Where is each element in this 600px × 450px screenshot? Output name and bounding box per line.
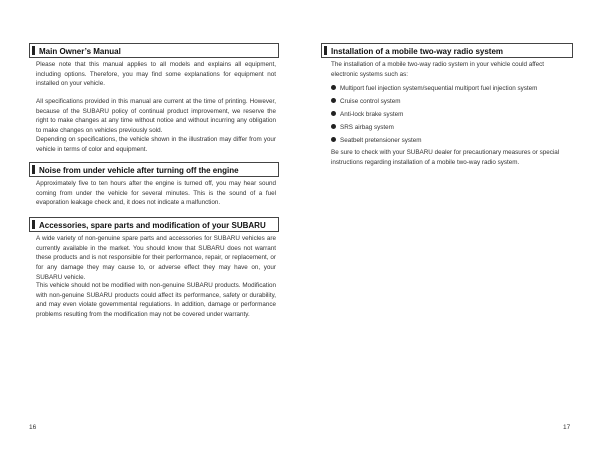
list-item-label: Anti-lock brake system: [340, 111, 404, 118]
list-item: [331, 134, 576, 147]
bullet-icon: [331, 111, 336, 116]
list-item-label: Cruise control system: [340, 98, 401, 105]
bullet-icon: [331, 85, 336, 90]
paragraph-modification: This vehicle should not be modified with non-genuine SUBARU products. Modification with non-genuine SUBARU products could affect its performance, safety or durability, and may even violate governmental regulations. In addition, damage or performance problems resulting from the modification may not be covered under warranty.: [36, 282, 276, 319]
section-heading-noise: Noise from under vehicle after turning off the engine: [29, 162, 279, 177]
paragraph-noise: Approximately five to ten hours after the engine is turned off, you may hear sound coming from under the vehicle for several minutes. This is the sound of a fuel evaporation leakage check and, it does not indicate a malfunction.: [36, 180, 276, 207]
section-heading-main-owners-manual: Main Owner’s Manual: [29, 43, 279, 58]
paragraph-illustration-differ: Depending on specifications, the vehicle shown in the illustration may differ from your vehicle in terms of color and equipment.: [36, 136, 276, 153]
paragraph-radio-dealer: Be sure to check with your SUBARU dealer for precautionary measures or special instructions regarding installation of a mobile two-way radio system.: [331, 149, 560, 166]
paragraph-radio-intro: The installation of a mobile two-way radio system in your vehicle could affect electronic systems such as:: [331, 61, 545, 78]
paragraph-specifications: All specifications provided in this manual are current at the time of printing. However, because of the SUBARU policy of continual product improvement, we reserve the right to make changes at any time without notice and without incurring any obligation to make changes on vehicles previously sold.: [36, 98, 276, 135]
paragraph-manual-applies: Please note that this manual applies to all models and explains all equipment, including options. Therefore, you may find some explanations for equipment not installed on your vehicle.: [36, 61, 276, 88]
right-page: [300, 0, 600, 450]
list-item-label: Seatbelt pretensioner system: [340, 137, 422, 144]
list-item-label: SRS airbag system: [340, 124, 394, 131]
list-item: [331, 121, 576, 134]
paragraph-non-genuine-parts: A wide variety of non-genuine spare parts and accessories for SUBARU vehicles are currently available in the market. You should know that SUBARU does not warrant these products and is not responsible for their performance, repair, or replacement, or for any damage they may cause to, or adverse effect they may have on, your SUBARU vehicle.: [36, 235, 276, 281]
list-item-label: Multiport fuel injection system/sequential multiport fuel injection system: [340, 85, 538, 92]
section-heading-accessories: Accessories, spare parts and modification of your SUBARU: [29, 217, 279, 232]
list-item: [331, 95, 576, 108]
section-heading-radio-installation: Installation of a mobile two-way radio system: [321, 43, 573, 58]
affected-systems-list: [331, 82, 576, 147]
page-number-left: 16: [29, 424, 37, 431]
bullet-icon: [331, 137, 336, 142]
bullet-icon: [331, 124, 336, 129]
list-item: [331, 82, 576, 95]
bullet-icon: [331, 98, 336, 103]
list-item: [331, 108, 576, 121]
page-number-right: 17: [563, 424, 571, 431]
